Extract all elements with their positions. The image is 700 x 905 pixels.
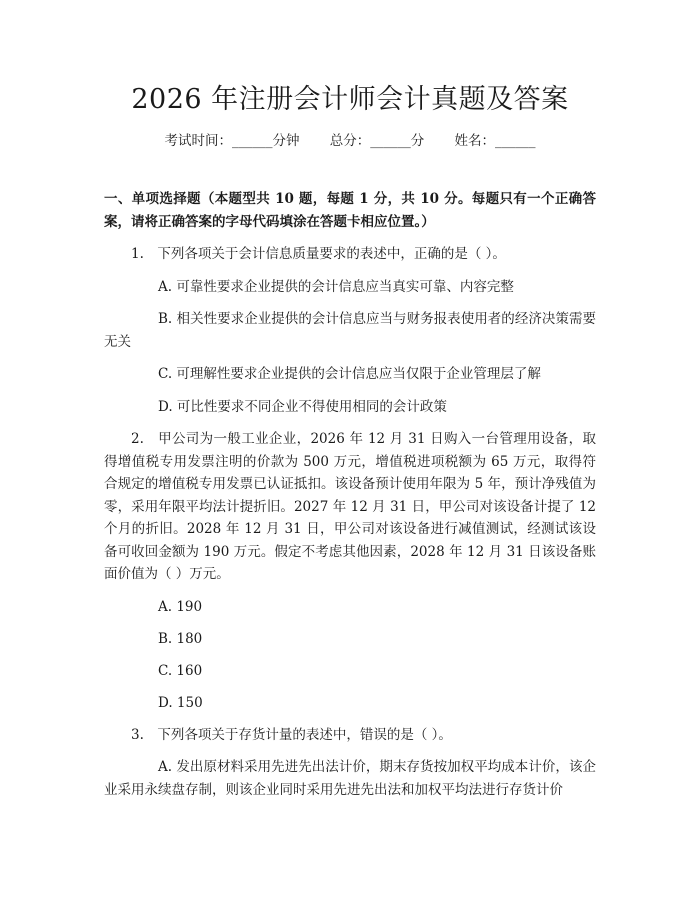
- question-option: B. 相关性要求企业提供的会计信息应当与财务报表使用者的经济决策需要无关: [104, 311, 596, 350]
- exam-body: [104, 188, 596, 811]
- question-option: A. 可靠性要求企业提供的会计信息应当真实可靠、内容完整: [158, 278, 514, 295]
- exam-score-field: 总分：______分: [329, 133, 425, 149]
- exam-meta: [0, 129, 700, 153]
- question-option: A. 发出原材料采用先进先出法计价，期末存货按加权平均成本计价，该企业采用永续盘存制，则该企业同时采用先进先出法和加权平均法进行存货计价: [104, 759, 596, 798]
- question-option: B. 180: [158, 630, 203, 647]
- exam-time-field: 考试时间：______分钟: [164, 133, 300, 149]
- question-option: C. 可理解性要求企业提供的会计信息应当仅限于企业管理层了解: [158, 366, 541, 382]
- question-option: D. 可比性要求不同企业不得使用相同的会计政策: [158, 398, 447, 415]
- page-title: 2026 年注册会计师会计真题及答案: [131, 84, 569, 115]
- question-option: A. 190: [158, 598, 203, 615]
- exam-name-field: 姓名：______: [454, 133, 536, 149]
- question-stem: 1. 下列各项关于会计信息质量要求的表述中，正确的是（ ）。: [131, 246, 506, 262]
- section-heading: 一、单项选择题（本题型共 10 题，每题 1 分，共 10 分。每题只有一个正确答案，请将正确答案的字母代码填涂在答题卡相应位置。）: [104, 191, 596, 230]
- question-stem: 3. 下列各项关于存货计量的表述中，错误的是（ ）。: [131, 726, 452, 743]
- question-option: C. 160: [158, 662, 203, 679]
- question-option: D. 150: [158, 694, 203, 711]
- question-stem: 2. 甲公司为一般工业企业，2026 年 12 月 31 日购入一台管理用设备，取得增值税专用发票注明的价款为 500 万元，增值税进项税额为 65 万元，取得符合规定的增值税专用发票已认证抵扣。该设备预计使用年限为 5 年，预计净残值为零，采用年限平均法计提折旧。2027 年 12 月 31 日，甲公司对该设备计提了 12 个月的折旧。2028 年 12 月 31 日，甲公司对该设备进行减值测试，经测试该设备可收回金额为 190 万元。假定不考虑其他因素，2028 年 12 月 31 日该设备账面价值为（ ）万元。: [104, 431, 596, 582]
